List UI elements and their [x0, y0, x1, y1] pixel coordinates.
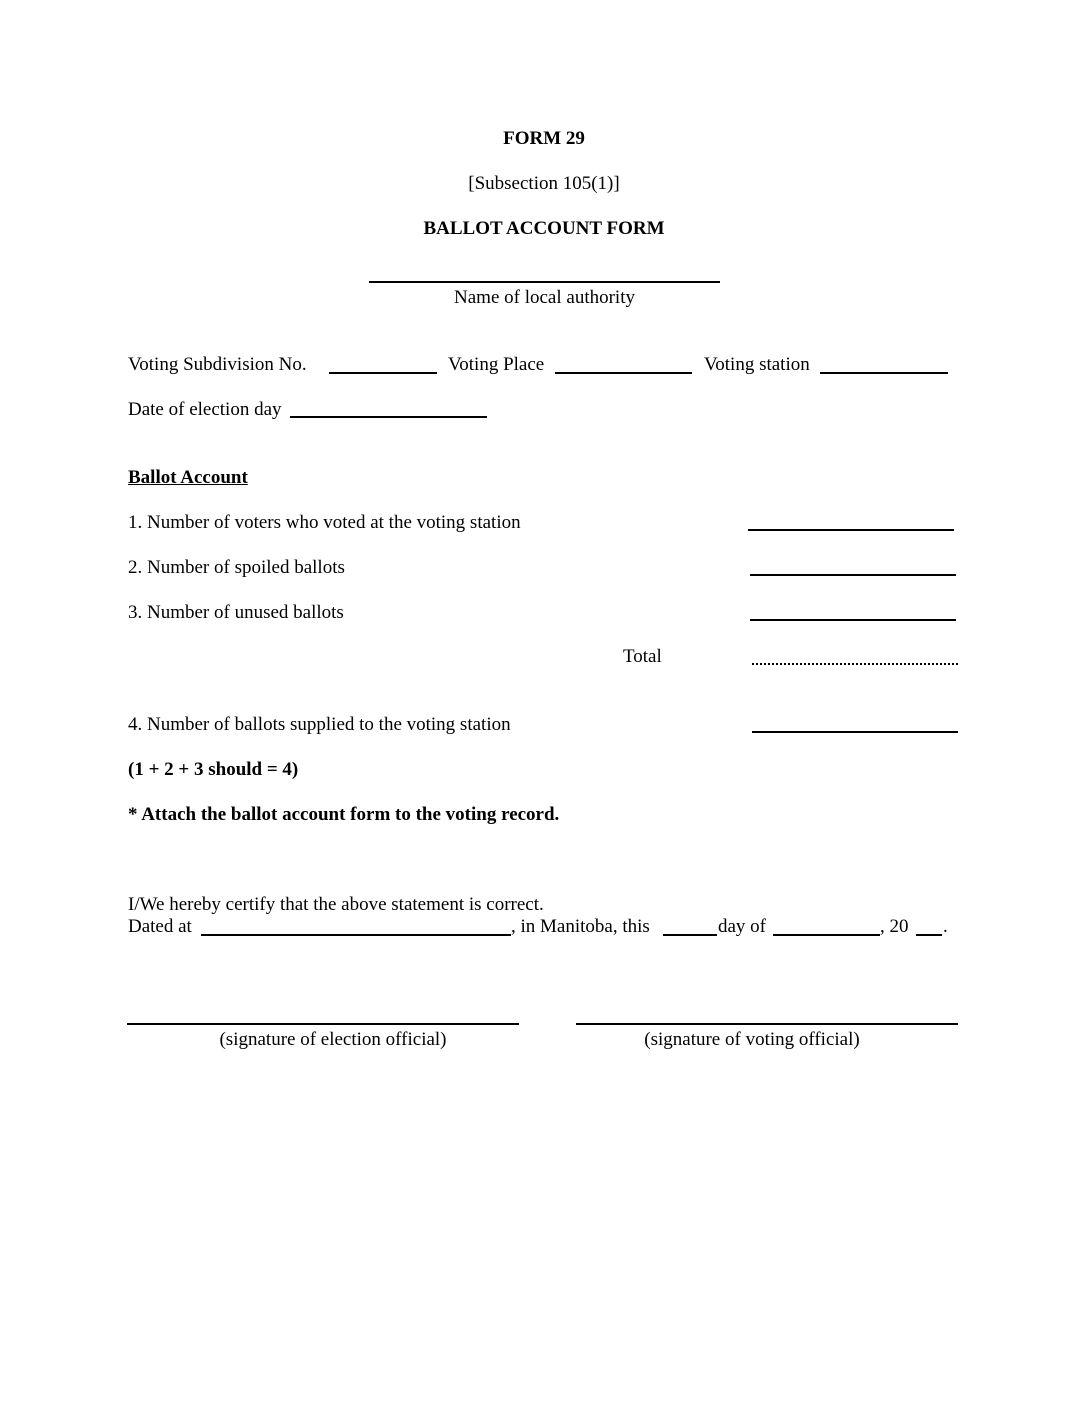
sum-check-note: (1 + 2 + 3 should = 4) — [128, 759, 299, 780]
form-subsection: [Subsection 105(1)] — [468, 173, 620, 194]
form-number: FORM 29 — [503, 128, 585, 149]
unused-ballots-field[interactable] — [750, 619, 956, 621]
year-prefix-label: , 20 — [880, 916, 909, 937]
voting-official-signature-label: (signature of voting official) — [644, 1029, 860, 1050]
local-authority-label: Name of local authority — [454, 287, 635, 308]
ballots-supplied-label: 4. Number of ballots supplied to the voting station — [128, 714, 511, 735]
ballots-supplied-field[interactable] — [752, 731, 958, 733]
day-field[interactable] — [663, 934, 717, 936]
voters-voted-label: 1. Number of voters who voted at the voting station — [128, 512, 521, 533]
attach-note: * Attach the ballot account form to the voting record. — [128, 804, 560, 825]
unused-ballots-label: 3. Number of unused ballots — [128, 602, 344, 623]
election-date-field[interactable] — [290, 416, 487, 418]
voting-place-field[interactable] — [555, 372, 692, 374]
year-field[interactable] — [916, 934, 942, 936]
certification-statement: I/We hereby certify that the above statement is correct. — [128, 894, 544, 915]
spoiled-ballots-field[interactable] — [750, 574, 956, 576]
total-field[interactable] — [752, 663, 958, 665]
election-official-signature-label: (signature of election official) — [219, 1029, 447, 1050]
voting-station-field[interactable] — [820, 372, 948, 374]
local-authority-field[interactable] — [369, 281, 720, 283]
voting-subdivision-label: Voting Subdivision No. — [128, 354, 307, 375]
election-official-signature-field[interactable] — [127, 1023, 519, 1025]
voting-official-signature-field[interactable] — [576, 1023, 958, 1025]
dated-at-field[interactable] — [201, 934, 511, 936]
voting-subdivision-field[interactable] — [329, 372, 437, 374]
spoiled-ballots-label: 2. Number of spoiled ballots — [128, 557, 345, 578]
month-field[interactable] — [773, 934, 880, 936]
total-label: Total — [623, 646, 662, 667]
in-manitoba-label: , in Manitoba, this — [511, 916, 650, 937]
voting-station-label: Voting station — [704, 354, 810, 375]
voting-place-label: Voting Place — [448, 354, 545, 375]
dated-at-label: Dated at — [128, 916, 192, 937]
statement-period: . — [943, 916, 948, 937]
form-title: BALLOT ACCOUNT FORM — [423, 218, 665, 239]
election-date-label: Date of election day — [128, 399, 282, 420]
ballot-account-heading: Ballot Account — [128, 467, 248, 488]
voters-voted-field[interactable] — [748, 529, 954, 531]
day-of-label: day of — [718, 916, 767, 937]
